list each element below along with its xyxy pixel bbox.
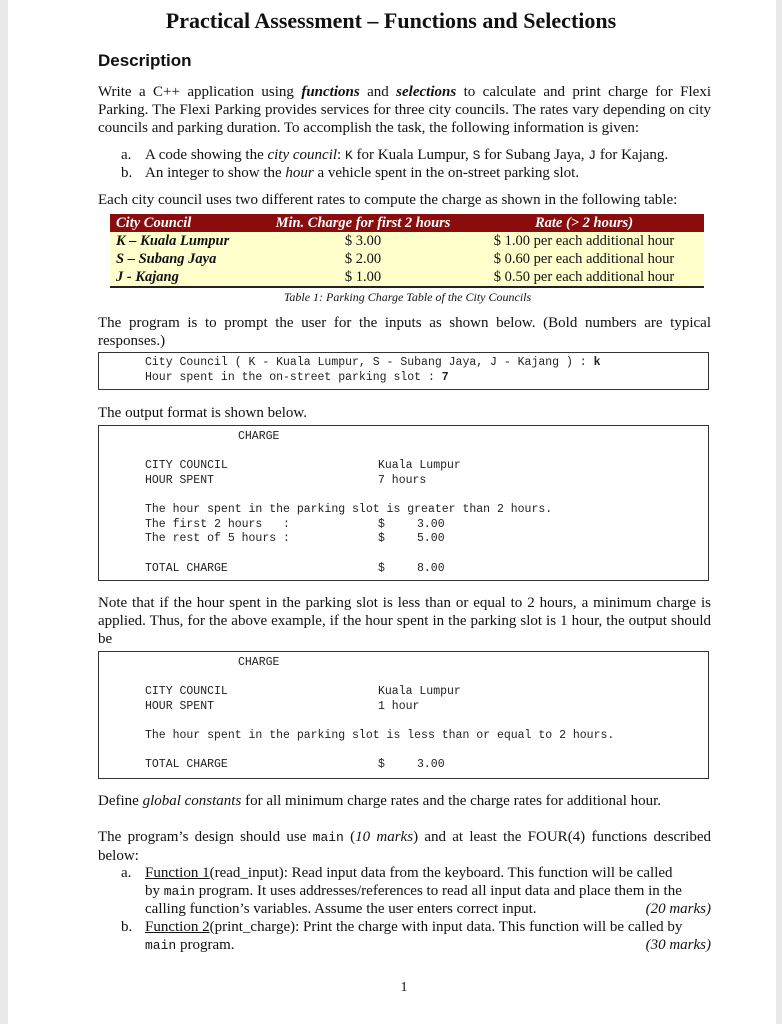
output-message: The hour spent in the parking slot is less than or equal to 2 hours. bbox=[145, 729, 615, 742]
output-message: The hour spent in the parking slot is greater than 2 hours. bbox=[145, 503, 553, 516]
output-label: HOUR SPENT bbox=[145, 474, 215, 487]
output-currency: $ bbox=[378, 532, 385, 545]
output-value: 8.00 bbox=[417, 562, 445, 575]
intro-paragraph: Write a C++ application using functions and selections to calculate and print charge for Flexi Parking. The Flexi Parking provides services for three city councils. The rates vary depending on city councils and parking duration. To accomplish the task, the following information is given: bbox=[98, 84, 712, 136]
list-item: b. An integer to show the hour a vehicle spent in the on-street parking slot. bbox=[121, 165, 580, 181]
define-paragraph: Define global constants for all minimum charge rates and the charge rates for additional hour. bbox=[98, 793, 662, 809]
page-number: 1 bbox=[400, 980, 408, 995]
output-value: 3.00 bbox=[417, 758, 445, 771]
prompt-example-box bbox=[98, 352, 709, 390]
table-header-cell: City Council bbox=[110, 214, 262, 232]
page-title: Practical Assessment – Functions and Selections bbox=[165, 8, 617, 33]
table-cell: $ 0.50 per each additional hour bbox=[464, 268, 704, 287]
function-1-link[interactable]: Function 1 bbox=[145, 865, 210, 881]
output-value: Kuala Lumpur bbox=[378, 459, 461, 472]
output-label: The first 2 hours : bbox=[145, 518, 290, 531]
list-item: a. A code showing the city council: K for Kuala Lumpur, S for Subang Jaya, J for Kajang. bbox=[121, 147, 669, 163]
function-item: b. Function 2(print_charge): Print the charge with input data. This function will be called by main program. (30 marks) bbox=[121, 919, 711, 953]
table-cell: $ 3.00 bbox=[262, 232, 464, 250]
table-intro: Each city council uses two different rates to compute the charge as shown in the following table: bbox=[98, 192, 678, 208]
output-currency: $ bbox=[378, 518, 385, 531]
output-paragraph: The output format is shown below. bbox=[98, 405, 307, 421]
output-example-box bbox=[98, 425, 709, 581]
output-value: 7 hours bbox=[378, 474, 427, 487]
output-value: 1 hour bbox=[378, 700, 420, 713]
rate-table bbox=[110, 214, 704, 288]
table-cell: K – Kuala Lumpur bbox=[110, 232, 262, 250]
output-label: TOTAL CHARGE bbox=[145, 562, 228, 575]
output-heading: CHARGE bbox=[238, 430, 280, 443]
design-paragraph: The program’s design should use main (10 marks) and at least the FOUR(4) functions described below: bbox=[98, 829, 712, 864]
table-header-cell: Min. Charge for first 2 hours bbox=[262, 214, 464, 232]
note-paragraph: Note that if the hour spent in the parking slot is less than or equal to 2 hours, a minimum charge is applied. Thus, for the above example, if the hour spent in the parking slot is 1 hour, the output should be bbox=[98, 595, 711, 647]
table-cell: $ 0.60 per each additional hour bbox=[464, 250, 704, 268]
table-cell: J - Kajang bbox=[110, 268, 262, 287]
output-currency: $ bbox=[378, 562, 385, 575]
output-heading: CHARGE bbox=[238, 656, 280, 669]
table-row bbox=[110, 268, 704, 287]
table-caption: Table 1: Parking Charge Table of the City Councils bbox=[283, 290, 532, 304]
function-item: a. Function 1(read_input): Read input data from the keyboard. This function will be called by main program. It uses addresses/references to read all input data and place them in the calling function’s variables. Assume the user enters correct input. (20 marks) bbox=[121, 865, 711, 917]
output-example-box bbox=[98, 651, 709, 779]
output-label: CITY COUNCIL bbox=[145, 685, 228, 698]
table-row bbox=[110, 250, 704, 268]
table-cell: $ 1.00 bbox=[262, 268, 464, 287]
description-heading: Description bbox=[98, 51, 192, 70]
output-label: HOUR SPENT bbox=[145, 700, 215, 713]
table-header-cell: Rate (> 2 hours) bbox=[464, 214, 704, 232]
output-label: CITY COUNCIL bbox=[145, 459, 228, 472]
output-label: TOTAL CHARGE bbox=[145, 758, 228, 771]
output-value: 3.00 bbox=[417, 518, 445, 531]
output-currency: $ bbox=[378, 758, 385, 771]
table-header-row bbox=[110, 214, 704, 232]
table-row bbox=[110, 232, 704, 250]
output-value: 5.00 bbox=[417, 532, 445, 545]
table-cell: $ 2.00 bbox=[262, 250, 464, 268]
output-label: The rest of 5 hours : bbox=[145, 532, 290, 545]
table-cell: S – Subang Jaya bbox=[110, 250, 262, 268]
prompt-paragraph: The program is to prompt the user for the inputs as shown below. (Bold numbers are typical responses.) bbox=[98, 315, 711, 349]
output-value: Kuala Lumpur bbox=[378, 685, 461, 698]
function-2-link[interactable]: Function 2 bbox=[145, 919, 210, 935]
table-cell: $ 1.00 per each additional hour bbox=[464, 232, 704, 250]
prompt-line: City Council ( K - Kuala Lumpur, S - Subang Jaya, J - Kajang ) : k bbox=[145, 356, 601, 369]
prompt-line: Hour spent in the on-street parking slot : 7 bbox=[145, 371, 449, 384]
